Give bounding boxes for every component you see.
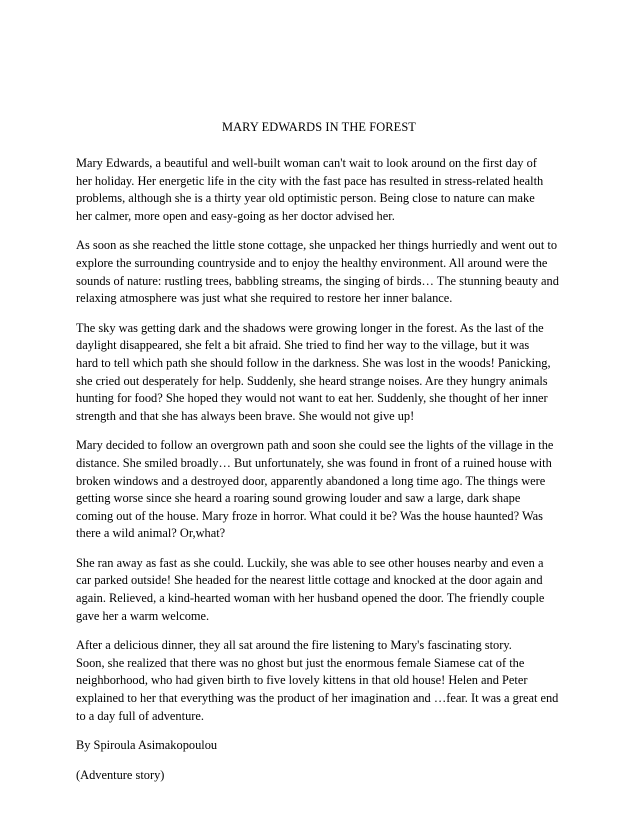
text-line: She ran away as fast as she could. Luckily, she was able to see other houses nearby and even a <box>76 555 544 570</box>
text-line: daylight disappeared, she felt a bit afraid. She tried to find her way to the village, but it was <box>76 338 530 353</box>
text-line: distance. She smiled broadly… But unfortunately, she was found in front of a ruined house with <box>76 455 552 470</box>
paragraph-ruined-house <box>76 437 566 543</box>
author-byline <box>76 737 566 755</box>
text-line: her holiday. Her energetic life in the city with the fast pace has resulted in stress-related health <box>76 173 544 188</box>
text-line: getting worse since she heard a roaring sound growing louder and saw a large, dark shape <box>76 491 521 506</box>
text-line: again. Relieved, a kind-hearted woman with her husband opened the door. The friendly couple <box>76 591 545 606</box>
text-line: After a delicious dinner, they all sat around the fire listening to Mary's fascinating story. <box>76 638 512 653</box>
text-line: relaxing atmosphere was just what she required to restore her inner balance. <box>76 291 453 306</box>
paragraph-intro <box>76 155 566 225</box>
text-line: neighborhood, who had given birth to five lovely kittens in that old house! Helen and Peter <box>76 673 528 688</box>
paragraph-cottage <box>76 237 566 307</box>
text-line: As soon as she reached the little stone cottage, she unpacked her things hurriedly and went out to <box>76 238 558 253</box>
text-line: car parked outside! She headed for the nearest little cottage and knocked at the door again and <box>76 573 543 588</box>
text-line: (Adventure story) <box>76 767 165 782</box>
text-line: coming out of the house. Mary froze in horror. What could it be? Was the house haunted? Was <box>76 508 544 523</box>
text-line: there a wild animal? Or,what? <box>76 526 226 541</box>
text-line: hard to tell which path she should follow in the darkness. She was lost in the woods! Panicking, <box>76 355 551 370</box>
text-line: strength and that she has always been brave. She would not give up! <box>76 408 415 423</box>
paragraph-ending <box>76 637 566 725</box>
text-line: sounds of nature: rustling trees, babbling streams, the singing of birds… The stunning beauty and <box>76 273 559 288</box>
paragraph-escape <box>76 555 566 625</box>
text-line: Mary decided to follow an overgrown path and soon she could see the lights of the village in the <box>76 438 554 453</box>
text-line: The sky was getting dark and the shadows were growing longer in the forest. As the last of the <box>76 320 544 335</box>
text-line: gave her a warm welcome. <box>76 608 210 623</box>
story-title: MARY EDWARDS IN THE FOREST <box>222 120 416 134</box>
text-line: explained to her that everything was the product of her imagination and …fear. It was a great end <box>76 691 559 706</box>
text-line: hunting for food? She hoped they would not want to eat her. Suddenly, she thought of her inner <box>76 391 548 406</box>
text-line: problems, although she is a thirty year old optimistic person. Being close to nature can make <box>76 191 535 206</box>
paragraph-dark-forest <box>76 320 566 426</box>
text-line: her calmer, more open and easy-going as her doctor advised her. <box>76 208 395 223</box>
text-line: explore the surrounding countryside and to enjoy the healthy environment. All around were the <box>76 255 548 270</box>
text-line: to a day full of adventure. <box>76 708 204 723</box>
text-line: Mary Edwards, a beautiful and well-built woman can't wait to look around on the first day of <box>76 156 537 170</box>
text-line: broken windows and a destroyed door, apparently abandoned a long time ago. The things were <box>76 473 546 488</box>
text-line: she cried out desperately for help. Suddenly, she heard strange noises. Are they hungry animals <box>76 373 548 388</box>
text-line: By Spiroula Asimakopoulou <box>76 738 218 753</box>
text-line: Soon, she realized that there was no ghost but just the enormous female Siamese cat of the <box>76 655 525 670</box>
genre-note <box>76 767 566 785</box>
story-body <box>76 155 566 796</box>
